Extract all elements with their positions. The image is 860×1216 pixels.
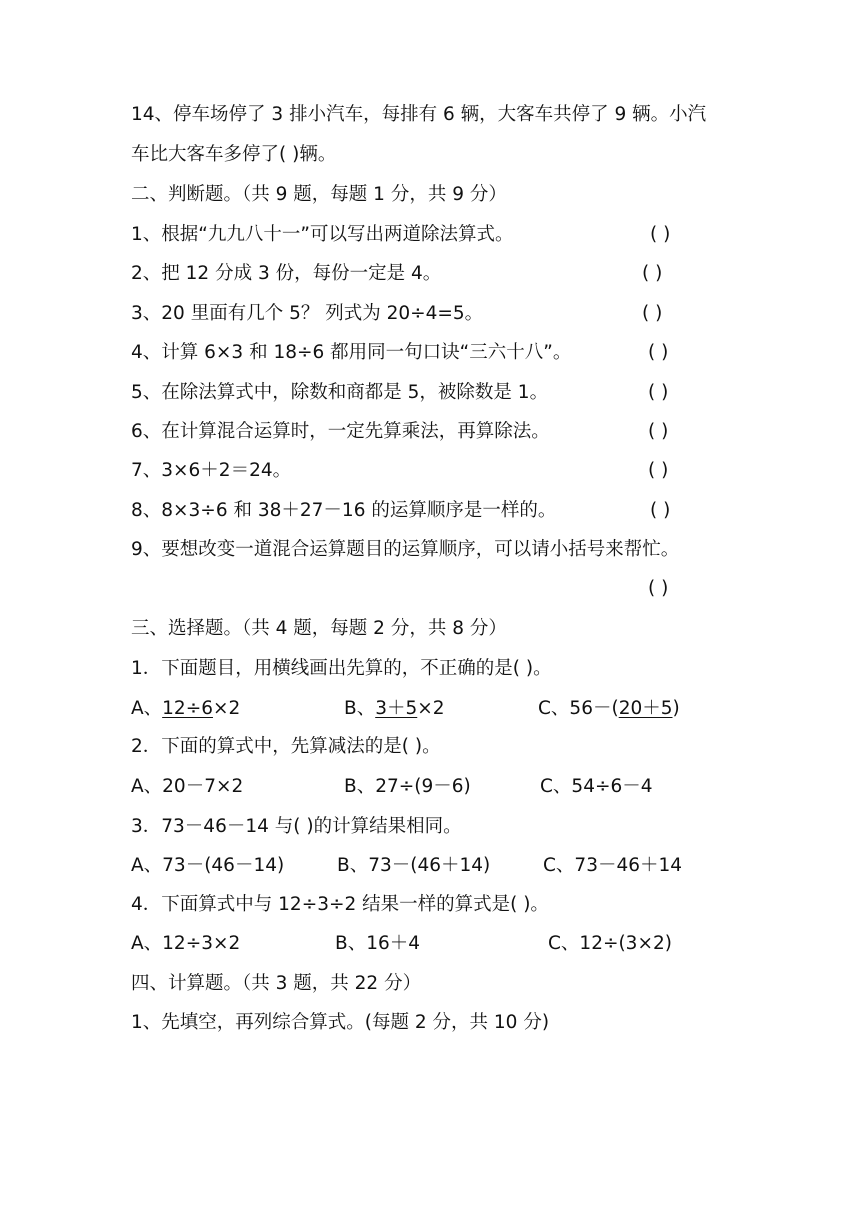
judge-answer-blank-2: ( ) — [642, 263, 663, 284]
choice-q2-option-b: B、27÷(9－6) — [344, 776, 471, 797]
question-14-line-1: 14、停车场停了 3 排小汽车，每排有 6 辆，大客车共停了 9 辆。小汽 — [131, 104, 707, 125]
choice-q3-stem: 3．73－46－14 与( )的计算结果相同。 — [131, 816, 462, 837]
choice-q2-option-c: C、54÷6－4 — [540, 776, 653, 797]
judge-item-3: 3、20 里面有几个 5？ 列式为 20÷4=5。 — [131, 303, 484, 324]
choice-q3-option-b: B、73－(46＋14) — [337, 855, 491, 876]
choice-q4-option-b: B、16＋4 — [335, 933, 421, 954]
choice-q1-stem: 1．下面题目，用横线画出先算的，不正确的是( )。 — [131, 658, 552, 679]
judge-answer-blank-1: ( ) — [650, 224, 671, 245]
judge-item-5: 5、在除法算式中，除数和商都是 5，被除数是 1。 — [131, 382, 549, 403]
calc-q1-instruction: 1、先填空，再列综合算式。(每题 2 分，共 10 分) — [131, 1012, 550, 1033]
choice-q3-option-a: A、73－(46－14) — [131, 855, 285, 876]
section-4-title: 四、计算题。（共 3 题，共 22 分） — [131, 973, 422, 994]
section-3-title: 三、选择题。（共 4 题，每题 2 分，共 8 分） — [131, 618, 507, 639]
judge-answer-blank-3: ( ) — [642, 303, 663, 324]
choice-q2-stem: 2．下面的算式中，先算减法的是( )。 — [131, 736, 441, 757]
judge-answer-blank-6: ( ) — [648, 421, 669, 442]
judge-item-8: 8、8×3÷6 和 38＋27－16 的运算顺序是一样的。 — [131, 500, 557, 521]
judge-item-6: 6、在计算混合运算时，一定先算乘法，再算除法。 — [131, 421, 550, 442]
choice-q4-stem: 4．下面算式中与 12÷3÷2 结果一样的算式是( )。 — [131, 894, 549, 915]
judge-answer-blank-8: ( ) — [650, 500, 671, 521]
choice-q3-option-c: C、73－46＋14 — [543, 855, 683, 876]
choice-q4-option-a: A、12÷3×2 — [131, 933, 241, 954]
choice-q2-option-a: A、20－7×2 — [131, 776, 244, 797]
judge-answer-blank-5: ( ) — [648, 382, 669, 403]
judge-item-1: 1、根据“九九八十一”可以写出两道除法算式。 — [131, 224, 514, 245]
judge-item-4: 4、计算 6×3 和 18÷6 都用同一句口诀“三六十八”。 — [131, 342, 572, 363]
choice-q1-option-a: A、12÷6×2 — [131, 698, 241, 719]
choice-q1-option-b: B、3＋5×2 — [344, 698, 445, 719]
choice-q1-option-c: C、56－(20＋5) — [538, 698, 680, 719]
judge-item-9: 9、要想改变一道混合运算题目的运算顺序，可以请小括号来帮忙。 — [131, 539, 680, 560]
choice-q4-option-c: C、12÷(3×2) — [548, 933, 672, 954]
judge-item-2: 2、把 12 分成 3 份，每份一定是 4。 — [131, 263, 442, 284]
judge-answer-blank-4: ( ) — [648, 342, 669, 363]
judge-answer-blank-9: ( ) — [648, 578, 669, 599]
judge-item-7: 7、3×6＋2＝24。 — [131, 460, 292, 481]
section-2-title: 二、判断题。（共 9 题，每题 1 分，共 9 分） — [131, 184, 507, 205]
judge-answer-blank-7: ( ) — [648, 460, 669, 481]
question-14-line-2: 车比大客车多停了( )辆。 — [131, 144, 337, 165]
